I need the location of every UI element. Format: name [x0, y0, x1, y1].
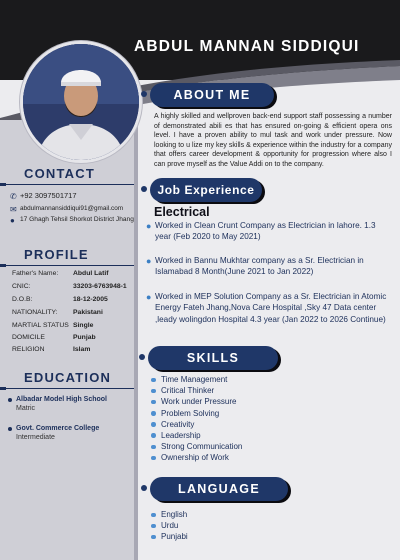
profile-row [12, 270, 136, 277]
skill-item [151, 430, 381, 441]
bullet-icon [151, 378, 156, 383]
bullet-icon: ● [146, 221, 152, 231]
school-level: Matric [16, 405, 36, 412]
mail-icon: ✉ [10, 205, 17, 214]
phone-icon: ✆ [10, 192, 17, 201]
address-text: 17 Ghagh Tehsil Shorkot District Jhang [20, 216, 134, 223]
bullet-icon [151, 513, 156, 518]
language-text: English [161, 510, 188, 519]
profile-key: DOMICILE [12, 334, 45, 341]
skills-heading [148, 346, 278, 370]
bullet-icon [151, 400, 156, 405]
contact-email [10, 205, 136, 214]
contact-phone [10, 192, 136, 201]
profile-value: 18-12-2005 [73, 296, 108, 303]
profile-key: CNIC: [12, 283, 31, 290]
experience-item [146, 255, 392, 278]
bullet-icon [139, 354, 145, 360]
profile-key: RELIGION [12, 346, 45, 353]
bullet-icon [8, 427, 12, 431]
skill-item [151, 419, 381, 430]
profile-value: Abdul Latif [73, 270, 109, 277]
bullet-icon [151, 422, 156, 427]
school-name: Albadar Model High School [16, 396, 108, 403]
profile-value: Pakistani [73, 309, 103, 316]
skill-item [151, 396, 381, 407]
skill-text: Problem Solving [161, 408, 220, 418]
profile-heading-text: PROFILE [24, 247, 89, 262]
profile-value: Single [73, 322, 94, 329]
email-text: abdulmannansiddiqui91@gmail.com [20, 205, 124, 212]
language-text: Urdu [161, 521, 179, 531]
experience-text: Worked in Clean Crunt Company as Electrician in lahore. 1.3 year (Feb 2020 to May 2021) [155, 221, 376, 242]
profile-row [12, 346, 136, 353]
about-text: A highly skilled and wellproven back-end support staff possessing a number of demonstrated abili es that has ensured on-going & efficient opera ons level. I have a proven ability to mul task and work under pressure. Now looking to u lize my key skills & experience within the industry for a company that offers career development & opportunity for progression where also I can prove myself as the Value Addi on to the company. [154, 113, 392, 168]
profile-row [12, 296, 136, 303]
contact-heading [0, 163, 134, 185]
bullet-icon: ● [146, 256, 152, 266]
skill-text: Leadership [161, 430, 201, 440]
profile-key: D.O.B: [12, 296, 33, 303]
experience-text: Worked in MEP Solution Company as a Sr. Electrician in Atomic Energy Fateh Jhang,Nova Care Hospital ,Sky 47 Data center ,leady wolingdon Hospital 4.3 year (Jan 2022 to 2026 Continue) [155, 292, 387, 324]
bullet-icon [141, 91, 147, 97]
profile-photo [23, 44, 139, 160]
skill-item [151, 452, 381, 463]
profile-heading [0, 244, 134, 266]
skill-text: Creativity [161, 419, 195, 429]
skill-item [151, 408, 381, 419]
location-icon: ● [10, 216, 15, 225]
profile-key: Father's Name: [12, 270, 59, 277]
experience-text: Worked in Bannu Mukhtar company as a Sr. Electrician in Islamabad 8 Month(June 2021 to Jan 2022) [155, 256, 364, 277]
about-heading-text: ABOUT ME [173, 88, 251, 102]
school-name: Govt. Commerce College [16, 425, 100, 432]
skills-list [151, 374, 381, 464]
bullet-icon [151, 456, 156, 461]
profile-row [12, 334, 136, 341]
experience-item [146, 220, 392, 243]
profile-row [12, 283, 136, 290]
profile-key: NATIONALITY: [12, 309, 58, 316]
education-item [8, 396, 136, 412]
bullet-icon [151, 411, 156, 416]
profile-row [12, 309, 136, 316]
skill-item [151, 385, 381, 396]
skill-text: Work under Pressure [161, 397, 237, 407]
experience-heading-text: Job Experience [157, 183, 255, 197]
school-level: Intermediate [16, 434, 55, 441]
profile-row [12, 322, 136, 329]
skills-heading-text: SKILLS [186, 351, 240, 365]
language-item [151, 509, 381, 520]
profile-key: MARTIAL STATUS [12, 322, 69, 329]
phone-text: +92 3097501717 [20, 191, 77, 200]
language-list [151, 509, 381, 543]
bullet-icon [151, 433, 156, 438]
bullet-icon [151, 524, 156, 529]
language-heading-text: LANGUAGE [178, 482, 260, 496]
skill-text: Strong Communication [161, 442, 243, 452]
language-item [151, 531, 381, 542]
profile-value: Islam [73, 346, 91, 353]
person-photo-icon [23, 44, 139, 160]
candidate-name: ABDUL MANNAN SIDDIQUI [134, 38, 360, 55]
language-item [151, 520, 381, 531]
experience-item [146, 291, 392, 325]
about-heading [150, 83, 274, 107]
profile-value: Punjab [73, 334, 96, 341]
experience-title: Electrical [154, 205, 210, 219]
skill-item [151, 441, 381, 452]
experience-heading [150, 178, 262, 202]
education-heading-text: EDUCATION [24, 370, 112, 385]
language-text: Punjabi [161, 532, 188, 542]
contact-heading-text: CONTACT [24, 166, 95, 181]
skill-text: Time Management [161, 375, 228, 384]
bullet-icon [141, 485, 147, 491]
bullet-icon [141, 186, 147, 192]
contact-address [10, 216, 136, 225]
skill-text: Critical Thinker [161, 386, 215, 396]
bullet-icon [151, 389, 156, 394]
bullet-icon [8, 398, 12, 402]
skill-text: Ownership of Work [161, 453, 229, 463]
education-heading [0, 367, 134, 389]
education-item [8, 425, 136, 441]
language-heading [150, 477, 288, 501]
bullet-icon [151, 535, 156, 540]
bullet-icon: ● [146, 292, 152, 302]
skill-item [151, 374, 381, 385]
bullet-icon [151, 445, 156, 450]
profile-value: 33203-6763948-1 [73, 283, 127, 290]
